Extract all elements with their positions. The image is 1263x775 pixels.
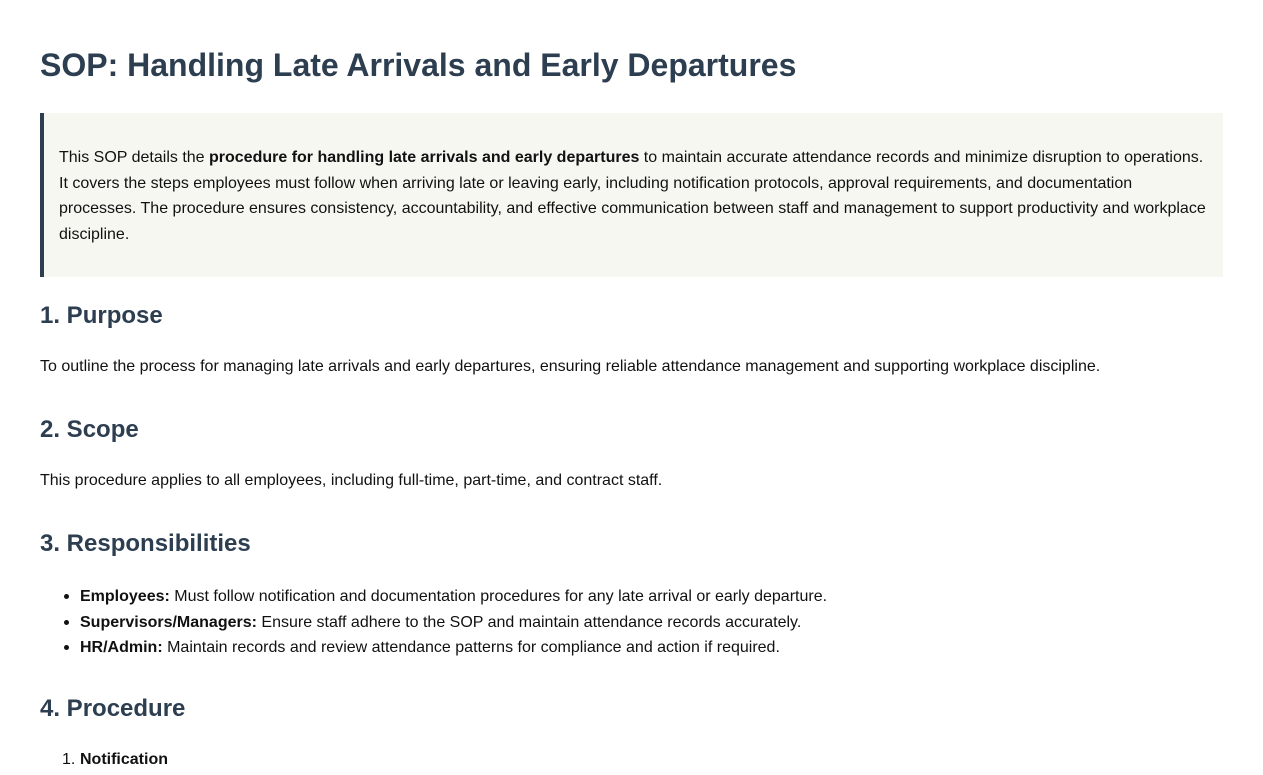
scope-heading: 2. Scope	[40, 416, 139, 443]
list-item	[80, 635, 827, 661]
responsibility-text: Maintain records and review attendance patterns for compliance and action if required.	[162, 639, 780, 656]
responsibility-text: Ensure staff adhere to the SOP and maintain attendance records accurately.	[256, 613, 802, 631]
purpose-heading: 1. Purpose	[40, 302, 163, 329]
page-title: SOP: Handling Late Arrivals and Early Departures	[40, 47, 797, 83]
summary-rest: to maintain accurate attendance records and minimize disruption to operations. It covers the steps employees must follow when arriving late or leaving early, including notification protocols, approval requirements, and documentation processes. The procedure ensures consistency, accountability, and effective communication between staff and management to support productivity and workplace discipline.	[59, 149, 1206, 243]
summary-callout	[40, 113, 1223, 277]
responsibility-label: HR/Admin:	[80, 639, 163, 656]
purpose-text: To outline the process for managing late arrivals and early departures, ensuring reliable attendance management and supporting workplace discipline.	[40, 358, 1101, 375]
list-item	[62, 749, 168, 771]
responsibility-label: Employees:	[80, 588, 170, 605]
summary-bold: procedure for handling late arrivals and early departures	[209, 149, 640, 166]
step-label: Notification	[80, 751, 168, 768]
list-item	[80, 610, 827, 636]
responsibilities-list	[80, 584, 827, 661]
procedure-steps	[62, 749, 168, 771]
summary-lead: This SOP details the	[59, 149, 209, 166]
responsibilities-heading: 3. Responsibilities	[40, 530, 251, 557]
scope-text: This procedure applies to all employees, including full-time, part-time, and contract staff.	[40, 472, 663, 489]
responsibility-label: Supervisors/Managers:	[80, 613, 257, 631]
responsibility-text: Must follow notification and documentation procedures for any late arrival or early departure.	[169, 588, 828, 605]
procedure-heading: 4. Procedure	[40, 695, 186, 722]
step-number: 1.	[62, 751, 76, 768]
list-item	[80, 584, 827, 610]
